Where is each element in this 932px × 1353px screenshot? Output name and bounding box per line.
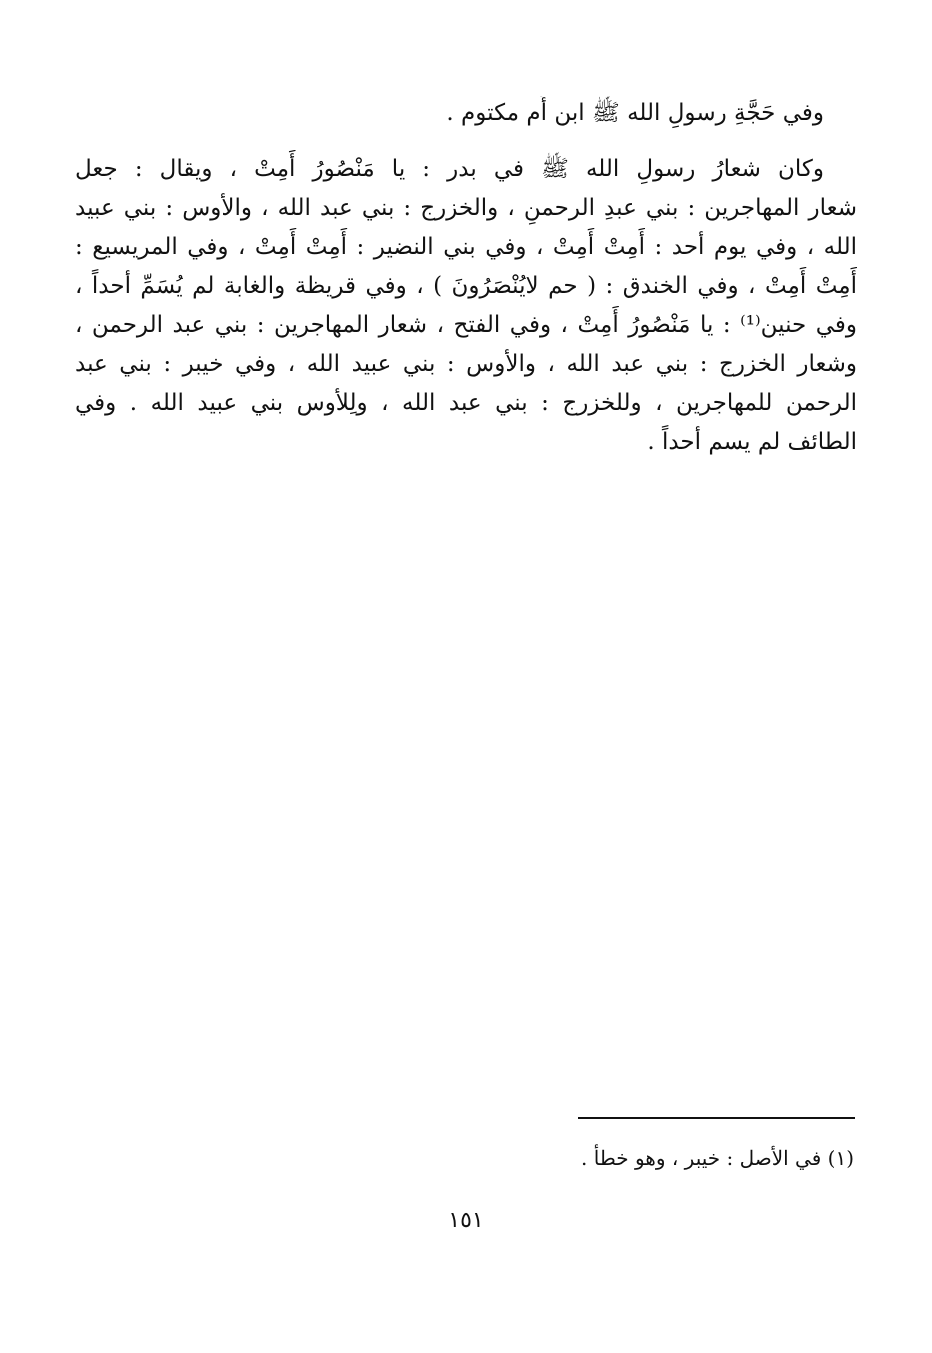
paragraph-line: الله ، وفي يوم أحد : أَمِتْ أَمِتْ ، وفي بني النضير : أَمِتْ أَمِتْ ، وفي المريسيع :: [75, 234, 857, 260]
opening-line: وفي حَجَّةِ رسولِ الله ﷺ ابن أُم مكتوم .: [446, 100, 824, 126]
footnote: (١) في الأصل : خيبر ، وهو خطأ .: [581, 1146, 854, 1170]
paragraph-line: الرحمن للمهاجرين ، وللخزرج : بني عبد الله ، ولِلأوس بني عبيد الله . وفي: [75, 390, 857, 416]
paragraph-line: وشعار الخزرج : بني عبد الله ، والأوس : بني عبيد الله ، وفي خيبر : بني عبد: [75, 351, 857, 377]
paragraph-line: وكان شعارُ رسولِ الله ﷺ في بدر : يا مَنْصُورُ أَمِتْ ، ويقال : جعل: [75, 156, 824, 182]
paragraph-line: شعار المهاجرين : بني عبدِ الرحمنِ ، والخزرج : بني عبد الله ، والأوس : بني عبيد: [75, 195, 857, 221]
paragraph-line: أَمِتْ أَمِتْ ، وفي الخندق : ( حم لايُنْصَرُونَ ) ، وفي قريظة والغابة لم يُسَمِّ أحداً ،: [75, 273, 857, 299]
paragraph-line: الطائف لم يسم أحداً .: [647, 429, 857, 455]
footnote-divider: [578, 1117, 855, 1119]
paragraph-line: وفي حنين⁽¹⁾ : يا مَنْصُورُ أَمِتْ ، وفي الفتح ، شعار المهاجرين : بني عبد الرحمن ،: [75, 312, 857, 338]
main-paragraph: [75, 150, 857, 462]
page-number: ١٥١: [448, 1208, 484, 1233]
